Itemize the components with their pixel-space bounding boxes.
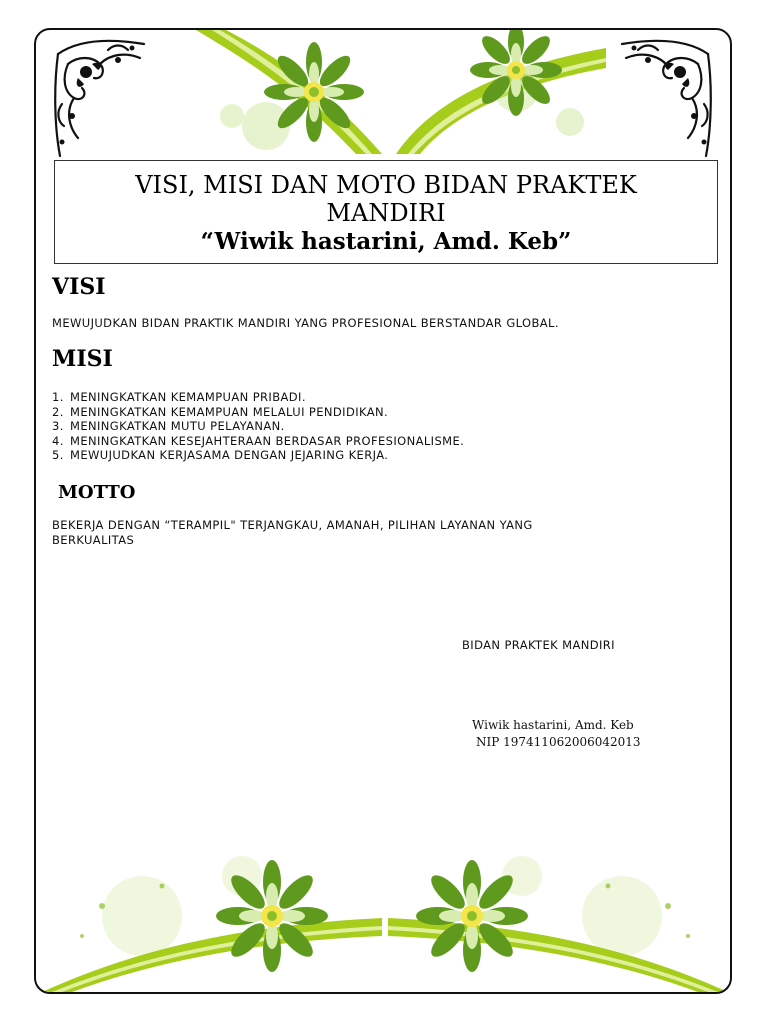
bottom-floral-decoration [42,846,728,992]
signature-organization: BIDAN PRAKTEK MANDIRI [462,638,615,652]
visi-heading: VISI [52,274,106,300]
signature-name: Wiwik hastarini, Amd. Keb [472,718,634,732]
ornamental-corner-icon [48,34,152,162]
ornamental-corner-icon [614,34,718,162]
page-frame [34,28,732,994]
motto-text-line2: BERKUALITAS [52,533,135,547]
daisy-flower-icon [264,42,364,142]
page-subtitle: “Wiwik hastarini, Amd. Keb” [200,228,572,255]
list-item: 1. MENINGKATKAN KEMAMPUAN PRIBADI. [52,390,306,404]
list-item: 2. MENINGKATKAN KEMAMPUAN MELALUI PENDIDIKAN. [52,404,389,419]
daisy-flower-icon [416,860,528,972]
misi-heading: MISI [52,346,113,372]
title-box [54,160,718,264]
signature-nip: NIP 197411062006042013 [476,735,641,749]
top-floral-decoration [186,30,606,154]
misi-list [52,390,464,463]
list-item: 5. MEWUJUDKAN KERJASAMA DENGAN JEJARING KERJA. [52,448,389,462]
page-title: VISI, MISI DAN MOTO BIDAN PRAKTEK [135,171,637,199]
visi-text: MEWUJUDKAN BIDAN PRAKTIK MANDIRI YANG PROFESIONAL BERSTANDAR GLOBAL. [52,316,559,330]
daisy-flower-icon [216,860,328,972]
daisy-flower-icon [470,30,562,116]
list-item: 3. MENINGKATKAN MUTU PELAYANAN. [52,419,285,433]
list-item: 4. MENINGKATKAN KESEJAHTERAAN BERDASAR PROFESIONALISME. [52,433,465,448]
page-title-continued: MANDIRI [326,199,446,227]
motto-text-line1: BEKERJA DENGAN “TERAMPIL" TERJANGKAU, AMANAH, PILIHAN LAYANAN YANG [52,518,533,532]
motto-heading: MOTTO [58,482,136,503]
